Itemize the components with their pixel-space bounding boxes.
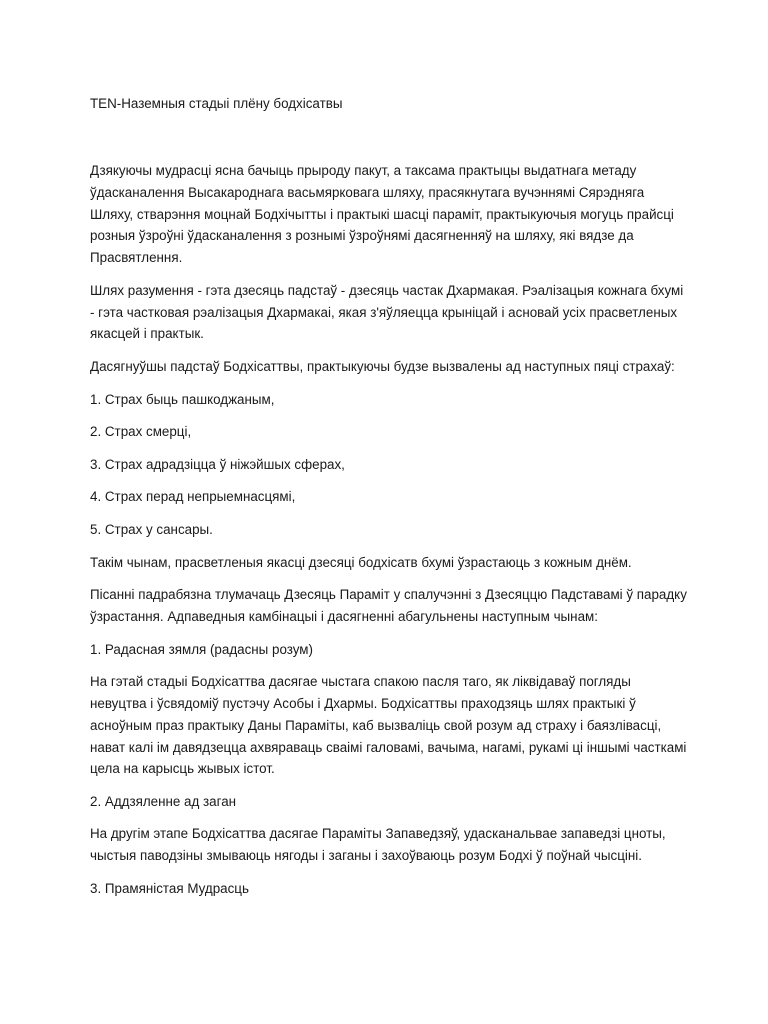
fear-list-item: 3. Страх адрадзіцца ў ніжэйшых сферах, (90, 456, 345, 472)
stage-description: На гэтай стадыі Бодхісаттва дасягае чыстага спакою пасля таго, як ліквідаваў погляды невуцтва і ўсвядоміў пустэчу Асобы і Дхармы. Бодхісаттвы праходзяць шлях практыкі ў асноўным праз практыку Даны Параміты, каб вызваліць свой розум ад страху і баязлівасці, нават калі ім давядзецца ахвяраваць сваімі галовамі, вачыма, нагамі, рукамі ці іншымі часткамі цела на карысць жывых істот. (90, 674, 687, 777)
fear-list-item: 4. Страх перад непрыемнасцямі, (90, 489, 296, 505)
stage-heading: 2. Аддзяленне ад заган (90, 793, 237, 809)
intro-paragraph: Дзякуючы мудрасці ясна бачыць прыроду пакут, а таксама практыцы выдатнага метаду ўдасканалення Высакароднага васьмярковага шляху, прасякнутага вучэннямі Сярэдняга Шляху, стварэння моцнай Бодхічытты і практыкі шасці параміт, практыкуючыя могуць прайсці розныя ўзроўні ўдасканалення з рознымі ўзроўнямі дасягненняў на шляху, які вядзе да Прасвятлення. (90, 163, 674, 266)
document-page (90, 95, 690, 910)
stage-description: На другім этапе Бодхісаттва дасягае Параміты Запаведзяў, удасканальвае запаведзі цноты, чыстыя паводзіны змываюць нягоды і заганы і захоўваюць розум Бодхі ў поўнай чысціні. (90, 826, 666, 864)
fear-list-item: 2. Страх смерці, (90, 424, 192, 440)
document-title: TEN-Наземныя стадыі плёну бодхісатвы (90, 96, 343, 111)
fear-list-item: 1. Страх быць пашкоджаным, (90, 391, 275, 407)
qualities-paragraph: Такім чынам, прасветленыя якасці дзесяці бодхісатв бхумі ўзрастаюць з кожным днём. (90, 554, 632, 570)
path-of-understanding-paragraph: Шлях разумення - гэта дзесяць падстаў - дзесяць частак Дхармакая. Рэалізацыя кожнага бхумі - гэта частковая рэалізацыя Дхармакаі, якая з'яўляецца крыніцай і асновай усіх прасветленых якасцей і практык. (90, 282, 684, 342)
five-fears-intro-paragraph: Дасягнуўшы падстаў Бодхісаттвы, практыкуючы будзе вызвалены ад наступных пяці страхаў: (90, 358, 675, 374)
stage-heading: 1. Радасная зямля (радасны розум) (90, 641, 313, 657)
scriptures-paragraph: Пісанні падрабязна тлумачаць Дзесяць Параміт у спалучэнні з Дзесяццю Падставамі ў парадку ўзрастання. Адпаведныя камбінацыі і дасягненні абагульнены наступным чынам: (90, 587, 687, 624)
stage-heading: 3. Прамяністая Мудрасць (90, 880, 249, 896)
fear-list-item: 5. Страх у сансары. (90, 521, 213, 537)
